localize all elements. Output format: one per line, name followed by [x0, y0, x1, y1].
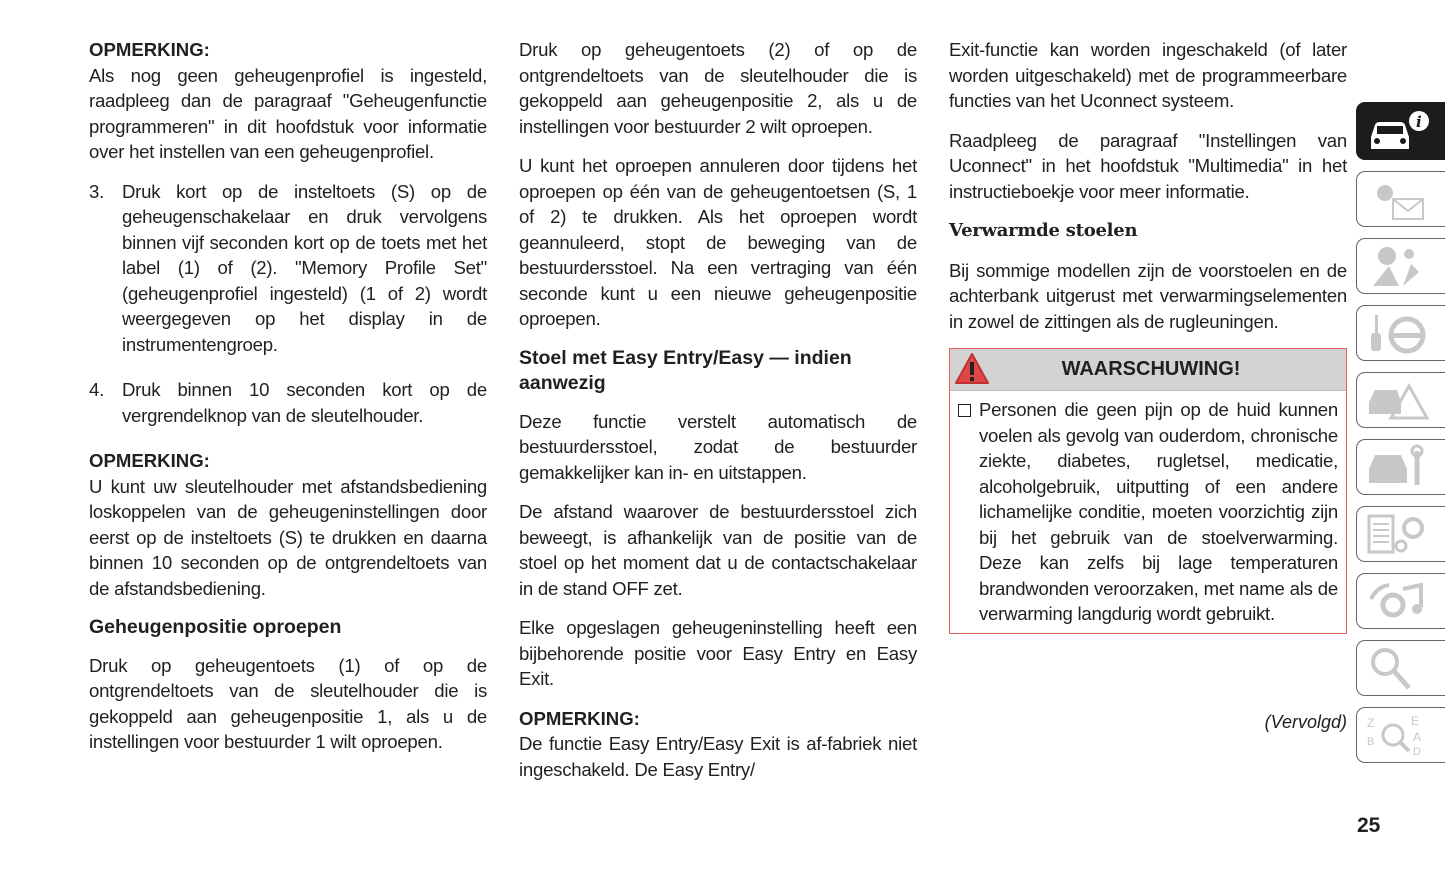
warning-item — [950, 391, 1346, 633]
airbag-seat-icon — [1363, 242, 1433, 290]
svg-text:D: D — [1413, 746, 1421, 758]
note-heading: OPMERKING: — [519, 707, 640, 729]
steps-list — [89, 179, 487, 429]
car-info-icon — [1363, 107, 1433, 155]
warning-triangle-icon — [954, 352, 990, 386]
svg-text:i: i — [1416, 113, 1422, 131]
svg-text:Z: Z — [1367, 716, 1375, 730]
section-heading: Verwarmde stoelen — [949, 220, 1138, 241]
paragraph: Exit-functie kan worden ingeschakeld (of later worden uitgeschakeld) met de programmeerbare functies van het Uconnect systeem. — [949, 39, 1347, 111]
note-text: De functie Easy Entry/Easy Exit is af-fabriek niet ingeschakeld. De Easy Entry/ — [519, 733, 917, 780]
step-text: Druk kort op de insteltoets (S) op de geheugenschakelaar en druk vervolgens binnen vijf seconden kort op de toets met het label (1) of (2). "Memory Profile Set" (geheugenprofiel ingesteld) (1 of 2) wordt weergegeven op het display in de instrumentengroep. — [122, 180, 487, 355]
svg-text:B: B — [1367, 736, 1375, 748]
paragraph: Elke opgeslagen geheugeninstelling heeft een bijbehorende positie voor Easy Entry en Easy Exit. — [519, 617, 917, 689]
warning-text: Personen die geen pijn op de huid kunnen voelen als gevolg van ouderdom, chronische ziekte, diabetes, rugletsel, medicatie, alcoholgebruik, uitputting of een andere lichamelijke conditie, moeten voorzichtig zijn bij het gebruik van de stoelverwarming. Deze kan zelfs bij lage temperaturen brandwonden veroorzaken, met name als de verwarming langdurig wordt gebruikt. — [979, 399, 1338, 624]
list-gear-icon — [1363, 510, 1433, 558]
list-item — [89, 179, 487, 358]
column-2 — [519, 37, 917, 796]
tab-specifications[interactable] — [1356, 506, 1445, 562]
svg-text:E: E — [1411, 714, 1420, 728]
paragraph: De afstand waarover de bestuurdersstoel zich beweegt, is afhankelijk van de positie van de stoel op het moment dat u de contactschakelaar in de stand OFF zet. — [519, 501, 917, 599]
note-text: Als nog geen geheugenprofiel is ingesteld, raadpleeg dan de paragraaf "Geheugenfunctie programmeren" in dit hoofdstuk voor informatie over het instellen van een geheugenprofiel. — [89, 64, 487, 162]
note-heading: OPMERKING: — [89, 39, 210, 60]
note-text: U kunt uw sleutelhouder met afstandsbediening loskoppelen van de geheugeninstellingen door eerst op de insteltoets (S) te drukken en daarna binnen 10 seconden op de ontgrendeltoets van de afstandsbediening. — [89, 475, 487, 599]
car-warning-icon — [1363, 376, 1433, 424]
chapter-tabs — [1356, 102, 1445, 774]
step-text: Druk binnen 10 seconden kort op de vergrendelknop van de sleutelhouder. — [122, 379, 487, 426]
step-number: 4. — [89, 379, 105, 400]
section-heading: Stoel met Easy Entry/Easy — indien aanwezig — [519, 346, 852, 394]
paragraph: Deze functie verstelt automatisch de bestuurdersstoel, zodat de bestuurder gemakkelijker kan in- en uitstappen. — [519, 410, 917, 483]
section-heading: Geheugenpositie oproepen — [89, 616, 342, 638]
bullet-square-icon — [958, 404, 971, 417]
tab-safety[interactable] — [1356, 238, 1445, 294]
step-number: 3. — [89, 180, 105, 202]
car-wrench-icon — [1363, 443, 1433, 491]
tab-index[interactable] — [1356, 707, 1445, 763]
column-1 — [89, 37, 487, 769]
tab-emergency[interactable] — [1356, 372, 1445, 428]
warning-box — [949, 348, 1347, 634]
tab-multimedia[interactable] — [1356, 573, 1445, 629]
warning-header — [950, 349, 1346, 391]
paragraph: Druk op geheugentoets (2) of op de ontgrendeltoets van de sleutelhouder die is gekoppeld aan geheugenpositie 2, als u de instellingen voor bestuurder 2 wilt oproepen. — [519, 39, 917, 137]
note-heading: OPMERKING: — [89, 450, 210, 471]
column-3 — [949, 37, 1347, 634]
continued-label: (Vervolgd) — [1264, 712, 1347, 732]
list-item — [89, 377, 487, 428]
svg-text:A: A — [1413, 730, 1422, 744]
index-icon — [1363, 711, 1433, 759]
paragraph: Druk op geheugentoets (1) of op de ontgrendeltoets van de sleutelhouder die is gekoppeld aan geheugenpositie 1, als u de instellingen voor bestuurder 1 wilt oproepen. — [89, 654, 487, 752]
tab-car-info[interactable] — [1356, 102, 1445, 160]
music-location-icon — [1363, 577, 1433, 625]
page-number: 25 — [1357, 814, 1381, 837]
search-icon — [1363, 644, 1433, 692]
lights-message-icon — [1363, 175, 1433, 223]
tab-lights-messages[interactable] — [1356, 171, 1445, 227]
paragraph: Raadpleeg de paragraaf "Instellingen van Uconnect" in het hoofdstuk "Multimedia" in het instructieboekje voor meer informatie. — [949, 129, 1347, 202]
tab-servicing[interactable] — [1356, 439, 1445, 495]
paragraph: U kunt het oproepen annuleren door tijdens het oproepen op één van de geheugentoetsen (S, 1 of 2) te drukken. Als het oproepen wordt geannuleerd, stopt de beweging van de bestuurdersstoel. Na een vertraging van één seconde kunt u een nieuwe geheugenpositie oproepen. — [519, 155, 917, 329]
tab-search[interactable] — [1356, 640, 1445, 696]
warning-title: WAARSCHUWING! — [1061, 357, 1241, 380]
paragraph: Bij sommige modellen zijn de voorstoelen en de achterbank uitgerust met verwarmingselementen in zowel de zittingen als de rugleuningen. — [949, 259, 1347, 332]
key-steering-wheel-icon — [1363, 309, 1433, 357]
tab-starting-operating[interactable] — [1356, 305, 1445, 361]
